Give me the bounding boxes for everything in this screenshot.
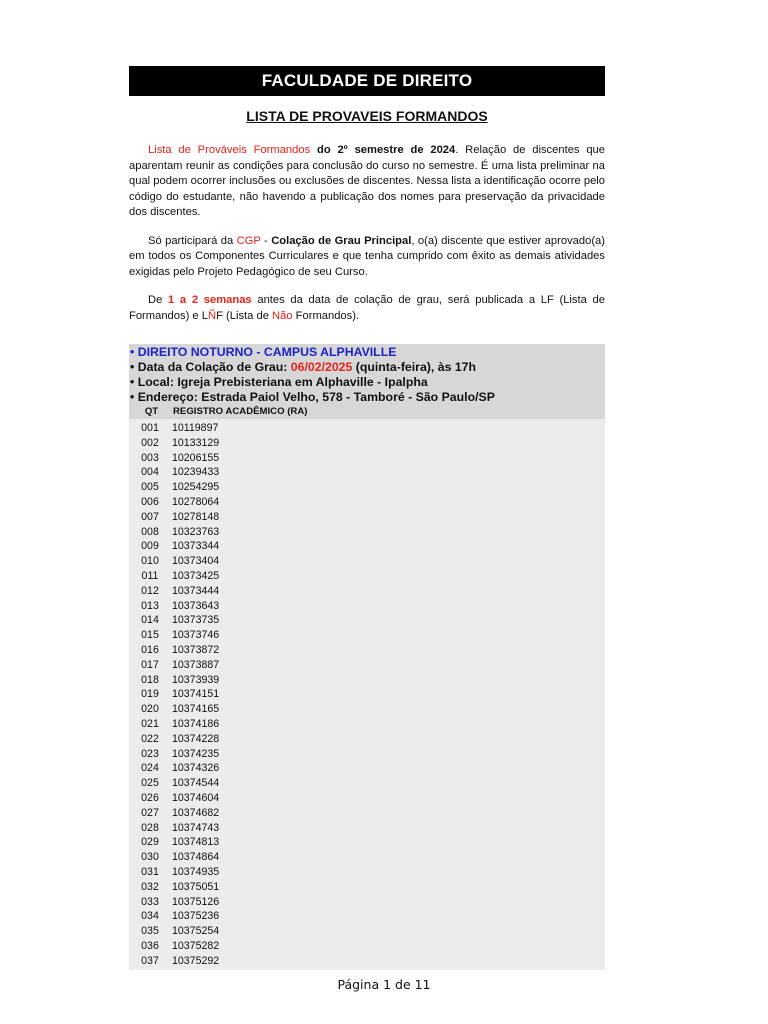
- row-qt: 024: [141, 762, 159, 775]
- row-ra: 10374151: [172, 688, 220, 701]
- table-row: [129, 895, 605, 910]
- table-row: [129, 806, 605, 821]
- table-row: [129, 732, 605, 747]
- row-ra: 10133129: [172, 436, 220, 449]
- row-qt: 033: [141, 895, 159, 908]
- table-row: [129, 761, 605, 776]
- intro-text-2a: Só participará da: [148, 234, 237, 247]
- row-qt: 034: [141, 910, 159, 923]
- row-qt: 017: [141, 658, 159, 671]
- row-ra: 10374743: [172, 821, 220, 834]
- table-row: [129, 421, 605, 436]
- intro-text-3d: Formandos).: [292, 309, 360, 322]
- row-qt: 010: [141, 555, 159, 568]
- table-row: [129, 880, 605, 895]
- row-qt: 012: [141, 584, 159, 597]
- table-row: [129, 613, 605, 628]
- row-qt: 032: [141, 880, 159, 893]
- row-qt: 026: [141, 791, 159, 804]
- row-qt: 020: [141, 703, 159, 716]
- address-line: • Endereço: Estrada Paiol Velho, 578 - Tamboré - São Paulo/SP: [130, 390, 495, 404]
- row-qt: 005: [141, 481, 159, 494]
- table-row: [129, 628, 605, 643]
- row-qt: 002: [141, 436, 159, 449]
- table-row: [129, 717, 605, 732]
- intro-text-2b: , o(a) discente que estiver aprovado(a) em todos os Componentes Curriculares e que tenha cumprido com êxito as demais atividades exigidas pelo Projeto Pedagógico de seu Curso.: [129, 234, 606, 278]
- row-qt: 036: [141, 939, 159, 952]
- table-row: [129, 495, 605, 510]
- row-qt: 011: [141, 569, 159, 582]
- row-qt: 015: [141, 629, 159, 642]
- row-ra: 10278148: [172, 510, 220, 523]
- row-qt: 016: [141, 643, 159, 656]
- row-qt: 001: [141, 422, 159, 434]
- table-row: [129, 525, 605, 540]
- row-ra: 10375282: [172, 939, 220, 952]
- ceremony-info-block: [129, 344, 605, 419]
- row-qt: 008: [141, 525, 159, 538]
- row-ra: 10373735: [172, 614, 220, 627]
- intro-paragraph-1: [129, 143, 605, 221]
- table-row: [129, 569, 605, 584]
- row-ra: 10119897: [172, 422, 219, 434]
- row-ra: 10374604: [172, 791, 220, 804]
- row-ra: 10373746: [172, 629, 220, 642]
- intro-highlight-list: Lista de Prováveis Formandos: [148, 144, 311, 156]
- weeks-highlight: 1 a 2 semanas: [168, 294, 252, 306]
- table-row: [129, 776, 605, 791]
- table-row: [129, 599, 605, 614]
- date-label: • Data da Colação de Grau:: [130, 360, 291, 374]
- row-ra: 10206155: [172, 451, 220, 464]
- intro-text-3a: De: [148, 294, 168, 306]
- table-row: [129, 584, 605, 599]
- location-line: • Local: Igreja Prebisteriana em Alphaville - Ipalpha: [130, 375, 428, 389]
- table-header: [130, 405, 605, 419]
- table-row: [129, 702, 605, 717]
- intro-paragraph-3: [129, 293, 605, 324]
- row-ra: 10374186: [172, 717, 220, 730]
- row-ra: 10373939: [172, 673, 220, 686]
- table-row: [129, 909, 605, 924]
- row-qt: 003: [141, 451, 159, 464]
- intro-text-1: . Relação de discentes que aparentam reunir as condições para conclusão do curso no semestre. É uma lista preliminar na qual podem ocorrer inclusões ou exclusões de discentes. Nessa lista a identificação ocorre pelo código do estudante, não havendo a publicação dos nomes para preservação da privacidade dos discentes.: [129, 144, 605, 218]
- page-number: Página 1 de 11: [337, 977, 431, 992]
- table-row: [129, 451, 605, 466]
- row-qt: 037: [141, 954, 159, 967]
- table-row: [129, 954, 605, 969]
- row-ra: 10374544: [172, 777, 220, 790]
- table-row: [129, 510, 605, 525]
- row-qt: 004: [141, 466, 159, 479]
- intro-paragraph-2: [129, 234, 605, 281]
- ceremony-date-line: [130, 360, 605, 375]
- row-qt: 021: [141, 717, 159, 730]
- row-qt: 029: [141, 836, 159, 849]
- table-row: [129, 643, 605, 658]
- row-ra: 10375292: [172, 954, 220, 967]
- document-page: [129, 66, 605, 970]
- row-ra: 10373425: [172, 569, 220, 582]
- nao-highlight: Não: [272, 309, 293, 322]
- table-row: [129, 673, 605, 688]
- table-row: [129, 924, 605, 939]
- table-row: [129, 539, 605, 554]
- intro-semester: do 2º semestre de 2024: [310, 144, 456, 156]
- row-qt: 009: [141, 540, 159, 553]
- row-qt: 023: [141, 747, 159, 760]
- row-ra: 10375254: [172, 925, 220, 938]
- row-ra: 10373872: [172, 643, 220, 656]
- intro-text-3b: antes da data de colação de grau, será publicada a LF (Lista de Formandos) e L: [129, 294, 605, 322]
- row-ra: 10374813: [172, 836, 220, 849]
- row-ra: 10278064: [172, 495, 220, 508]
- table-row: [129, 939, 605, 954]
- ra-list: [129, 419, 605, 970]
- table-row: [129, 791, 605, 806]
- row-qt: 027: [141, 806, 159, 819]
- table-row: [129, 835, 605, 850]
- row-ra: 10375126: [172, 895, 220, 908]
- faculty-title-banner: FACULDADE DE DIREITO: [129, 66, 605, 96]
- row-ra: 10374326: [172, 762, 220, 775]
- row-ra: 10375236: [172, 910, 220, 923]
- row-ra: 10374864: [172, 851, 220, 864]
- table-row: [129, 747, 605, 762]
- row-qt: 018: [141, 673, 159, 686]
- row-qt: 019: [141, 688, 159, 701]
- list-title: LISTA DE PROVAVEIS FORMANDOS: [246, 108, 488, 124]
- cgp-full-name: Colação de Grau Principal: [271, 234, 412, 247]
- row-ra: 10374682: [172, 806, 220, 819]
- row-ra: 10375051: [172, 880, 220, 893]
- row-qt: 013: [141, 599, 159, 612]
- row-qt: 022: [141, 732, 159, 745]
- table-row: [129, 658, 605, 673]
- ceremony-date: 06/02/2025: [290, 360, 353, 374]
- row-qt: 031: [141, 865, 159, 878]
- row-ra: 10374228: [172, 732, 220, 745]
- table-row: [129, 554, 605, 569]
- row-ra: 10373444: [172, 584, 220, 597]
- table-row: [129, 821, 605, 836]
- row-ra: 10373404: [172, 555, 220, 568]
- row-ra: 10374935: [172, 865, 220, 878]
- intro-dash: -: [260, 234, 272, 247]
- row-ra: 10373344: [172, 540, 220, 553]
- row-qt: 030: [141, 851, 159, 864]
- row-qt: 025: [141, 777, 159, 790]
- column-ra: REGISTRO ACADÊMICO (RA): [173, 406, 308, 417]
- intro-text-3c: F (Lista de: [216, 309, 273, 322]
- n-tilde-highlight: Ñ: [207, 309, 217, 322]
- row-ra: 10254295: [172, 481, 220, 494]
- row-ra: 10373887: [172, 658, 220, 671]
- row-ra: 10373643: [172, 599, 220, 612]
- column-qt: QT: [144, 406, 159, 417]
- table-row: [129, 865, 605, 880]
- table-row: [129, 480, 605, 495]
- table-row: [129, 436, 605, 451]
- table-row: [129, 850, 605, 865]
- row-ra: 10374235: [172, 747, 220, 760]
- table-row: [129, 687, 605, 702]
- campus-line: • DIREITO NOTURNO - CAMPUS ALPHAVILLE: [130, 345, 397, 359]
- row-ra: 10239433: [172, 466, 220, 479]
- cgp-acronym: CGP: [236, 234, 261, 247]
- row-ra: 10374165: [172, 703, 220, 716]
- row-ra: 10323763: [172, 525, 220, 538]
- table-row: [129, 465, 605, 480]
- row-qt: 028: [141, 821, 159, 834]
- row-qt: 014: [141, 614, 159, 627]
- row-qt: 035: [141, 925, 159, 938]
- row-qt: 007: [141, 510, 159, 523]
- date-details: (quinta-feira), às 17h: [352, 360, 477, 374]
- row-qt: 006: [141, 495, 159, 508]
